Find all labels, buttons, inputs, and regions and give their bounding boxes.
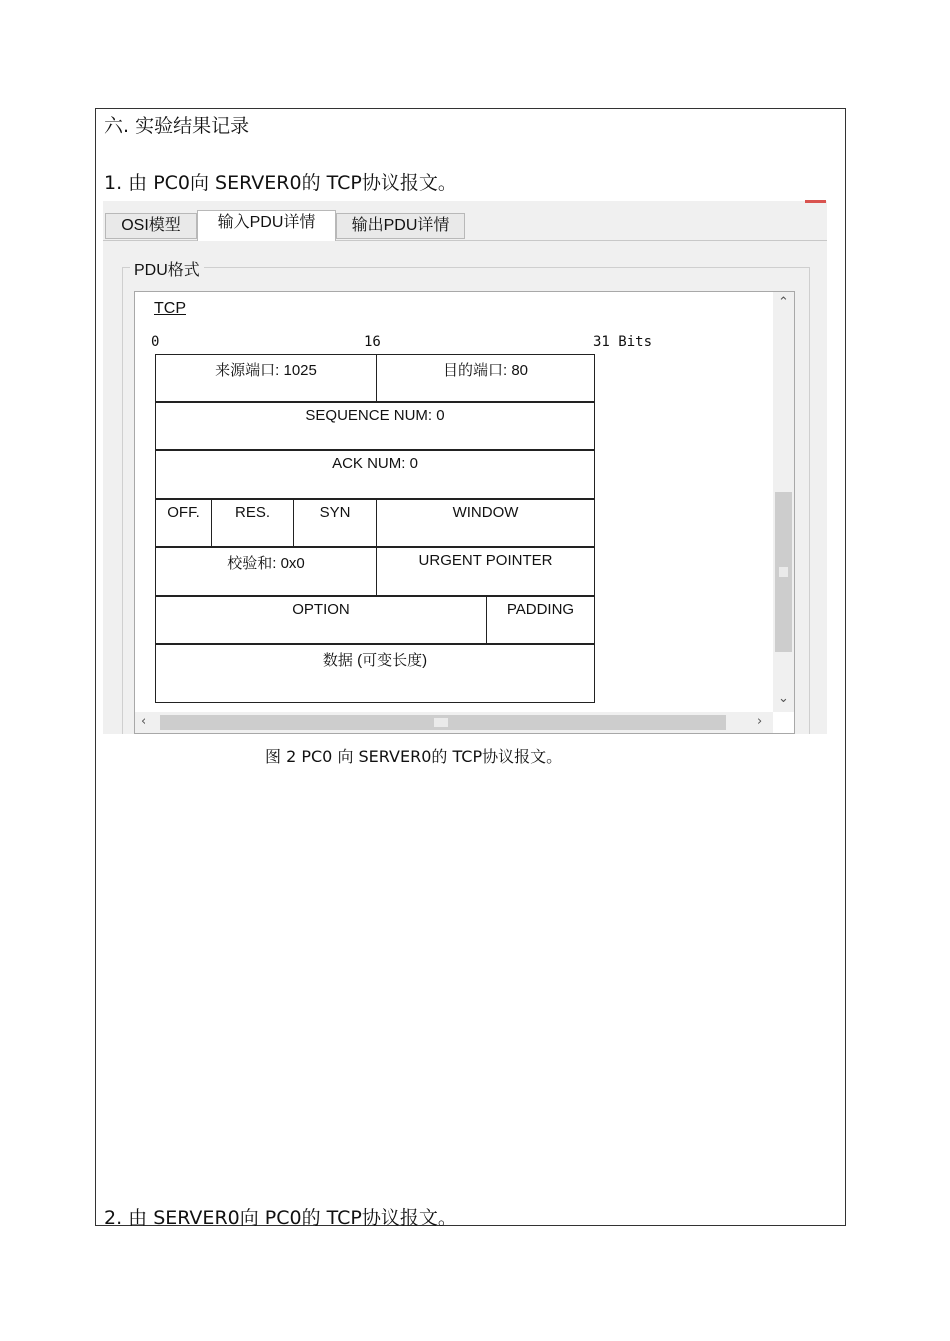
field-source-port: 来源端口: 1025 [156, 355, 377, 403]
pdu-details-window [103, 201, 827, 734]
horizontal-scroll-thumb[interactable] [160, 715, 726, 730]
field-data: 数据 (可变长度) [322, 652, 428, 669]
field-sequence-number: SEQUENCE NUM: 0 [156, 403, 594, 451]
item-2-heading: 2. 由 SERVER0向 PC0的 TCP协议报文。 [104, 1207, 457, 1229]
field-destination-port: 目的端口: 80 [377, 355, 594, 403]
field-urgent-pointer: URGENT POINTER [377, 548, 594, 597]
horizontal-thumb-grip [434, 718, 448, 727]
field-reserved: RES. [212, 500, 294, 548]
vertical-scroll-thumb[interactable] [775, 492, 792, 652]
tcp-header-diagram [155, 354, 595, 703]
tab-inbound-pdu[interactable]: 输入PDU详情 [197, 210, 336, 241]
field-checksum: 校验和: 0x0 [156, 548, 377, 597]
pdu-scroll-pane[interactable] [134, 291, 795, 734]
chevron-down-icon[interactable]: ⌄ [778, 691, 789, 706]
pdu-protocol-title: TCP [154, 300, 186, 317]
bit-label-middle: 16 [364, 334, 381, 350]
field-window: WINDOW [377, 500, 594, 548]
figure-caption: 图 2 PC0 向 SERVER0的 TCP协议报文。 [265, 747, 563, 766]
bit-label-start: 0 [151, 334, 160, 350]
vertical-scrollbar[interactable] [773, 292, 794, 712]
chevron-up-icon[interactable]: ⌃ [778, 295, 789, 310]
tab-outbound-pdu[interactable]: 输出PDU详情 [336, 213, 465, 239]
vertical-thumb-grip [779, 567, 788, 577]
field-syn-flag: SYN [294, 500, 377, 548]
item-1-heading: 1. 由 PC0向 SERVER0的 TCP协议报文。 [104, 172, 457, 194]
pdu-format-label: PDU格式 [130, 257, 204, 280]
horizontal-scrollbar[interactable] [135, 712, 773, 733]
section-title: 六. 实验结果记录 [104, 115, 250, 137]
field-offset: OFF. [156, 500, 212, 548]
field-padding: PADDING [487, 597, 594, 645]
tab-bar [103, 210, 827, 241]
bit-label-end: 31 Bits [593, 334, 653, 350]
field-ack-number: ACK NUM: 0 [156, 451, 594, 500]
chevron-right-icon[interactable]: › [757, 714, 763, 729]
field-option: OPTION [156, 597, 487, 645]
tab-osi-model[interactable]: OSI模型 [105, 213, 197, 239]
window-accent-mark [805, 200, 826, 203]
chevron-left-icon[interactable]: ‹ [141, 714, 147, 729]
